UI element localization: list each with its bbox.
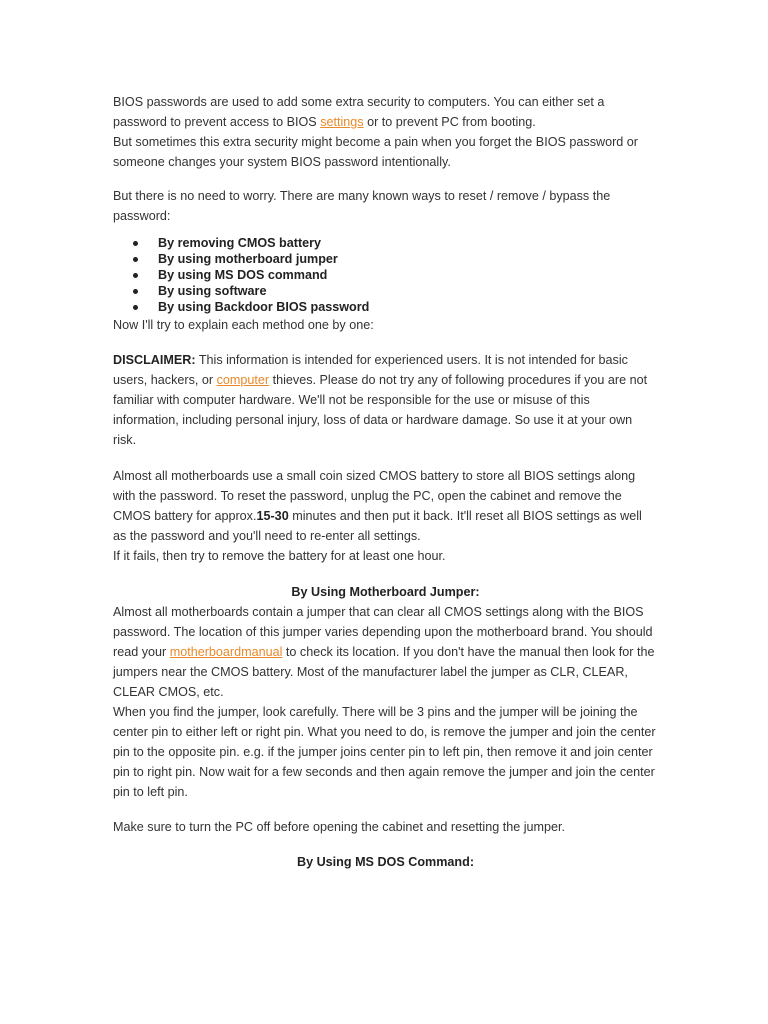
intro-text-end: or to prevent PC from booting. — [363, 115, 536, 129]
intro-paragraph — [113, 92, 658, 172]
cmos-duration: 15-30 — [256, 509, 289, 523]
motherboard-manual-link[interactable]: motherboardmanual — [169, 645, 283, 659]
bullet-icon — [133, 257, 138, 262]
list-item — [133, 299, 658, 315]
method-label: By using software — [158, 284, 267, 298]
jumper-text: Almost all motherboards contain a jumper that can clear all CMOS settings along with the BIOS password. The location of this jumper varies depending upon the motherboard brand. You should read your — [113, 605, 653, 659]
cmos-paragraph — [113, 466, 658, 566]
methods-list — [113, 235, 658, 315]
jumper-note: Make sure to turn the PC off before opening the cabinet and resetting the jumper. — [113, 820, 566, 834]
list-item — [133, 251, 658, 267]
bullet-icon — [133, 305, 138, 310]
jumper-instructions: When you find the jumper, look carefully. There will be 3 pins and the jumper will be joining the center pin to either left or right pin. What you need to do, is remove the jumper and join the center pin to the opposite pin. e.g. if the jumper joins center pin to left pin, then remove it and join center pin to right pin. Now wait for a few seconds and then again remove the jumper and join the center pin to left pin. — [113, 705, 656, 799]
cmos-fallback-text: If it fails, then try to remove the battery for at least one hour. — [113, 549, 446, 563]
method-label: By using Backdoor BIOS password — [158, 300, 370, 314]
worry-paragraph: But there is no need to worry. There are many known ways to reset / remove / bypass the password: — [113, 189, 611, 223]
intro-text: BIOS passwords are used to add some extra security to computers. You can either set a password to prevent access to BIOS — [113, 95, 605, 129]
bullet-icon — [133, 289, 138, 294]
settings-link[interactable]: settings — [320, 115, 364, 129]
list-item — [133, 283, 658, 299]
method-label: By using motherboard jumper — [158, 252, 338, 266]
disclaimer-paragraph — [113, 350, 658, 450]
explain-paragraph: Now I'll try to explain each method one by one: — [113, 318, 374, 332]
disclaimer-text-end: thieves. Please do not try any of following procedures if you are not familiar with computer hardware. We'll not be responsible for the use or misuse of this information, including personal injury, loss of data or hardware damage. So use it at your own risk. — [113, 373, 648, 447]
computer-link[interactable]: computer — [216, 373, 270, 387]
list-item — [133, 267, 658, 283]
msdos-heading: By Using MS DOS Command: — [296, 855, 475, 869]
jumper-paragraph — [113, 602, 658, 802]
list-item — [133, 235, 658, 251]
cmos-text-end: minutes and then put it back. It'll reset all BIOS settings as well as the password and you'll need to re-enter all settings. — [113, 509, 642, 543]
method-label: By removing CMOS battery — [158, 236, 322, 250]
disclaimer-label: DISCLAIMER: — [113, 353, 196, 367]
intro-text-second: But sometimes this extra security might become a pain when you forget the BIOS password or someone changes your system BIOS password intentionally. — [113, 135, 638, 169]
method-label: By using MS DOS command — [158, 268, 328, 282]
bullet-icon — [133, 273, 138, 278]
bullet-icon — [133, 241, 138, 246]
jumper-text-end: to check its location. If you don't have the manual then look for the jumpers near the CMOS battery. Most of the manufacturer label the jumper as CLR, CLEAR, CLEAR CMOS, etc. — [113, 645, 655, 699]
jumper-heading: By Using Motherboard Jumper: — [291, 585, 480, 599]
cmos-text: Almost all motherboards use a small coin sized CMOS battery to store all BIOS settings along with the password. To reset the password, unplug the PC, open the cabinet and remove the CMOS battery for approx. — [113, 469, 636, 523]
document-page — [113, 92, 658, 872]
disclaimer-text: This information is intended for experienced users. It is not intended for basic users, hackers, or — [113, 353, 628, 387]
